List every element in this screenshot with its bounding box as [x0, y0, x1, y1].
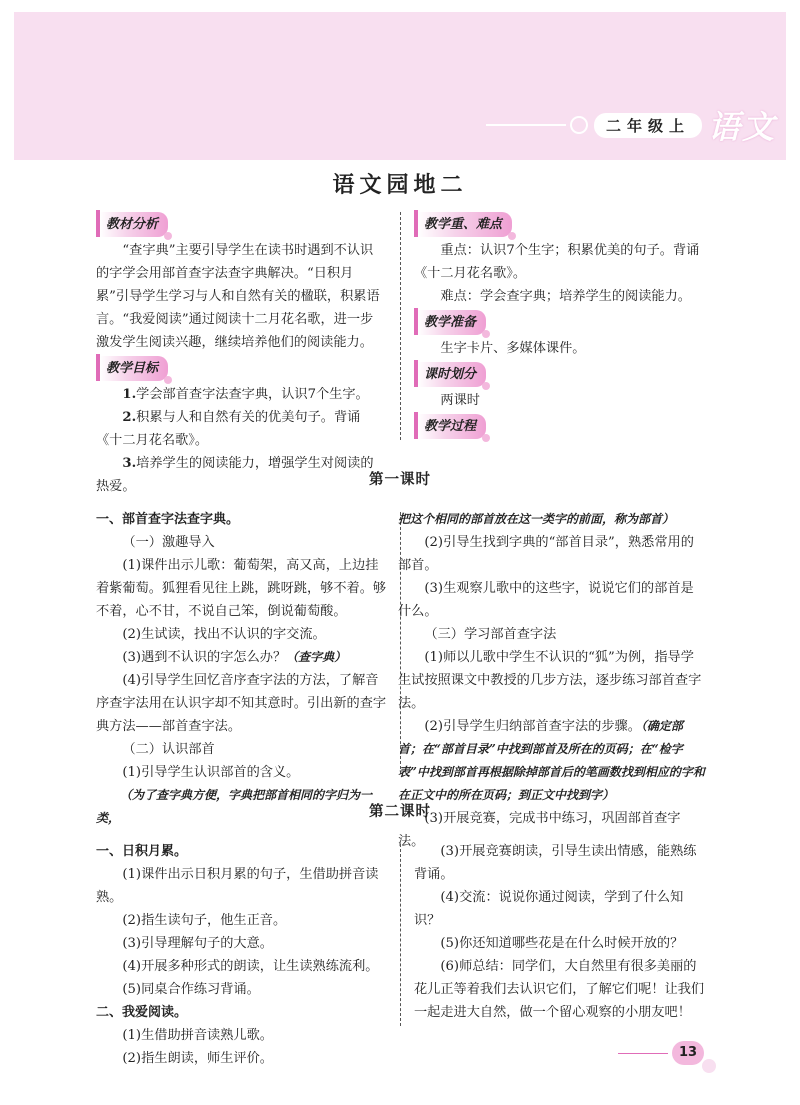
header-ring-icon [570, 116, 588, 134]
lesson2-item: (3)开展竞赛朗读，引导生读出情感，能熟练背诵。 [414, 844, 697, 882]
lesson2-item: (3)引导理解句子的大意。 [122, 936, 273, 951]
lesson1-para: (2)引导生找到字典的“部首目录”，熟悉常用的部首。 [398, 535, 694, 573]
label-key-points: 教学重、难点 [414, 212, 512, 237]
page-number-line [618, 1053, 668, 1054]
lesson1-note: （为了查字典方便，字典把部首相同的字归为一类， [96, 788, 373, 825]
goal-num: 2. [122, 410, 137, 425]
key-difficulty: 难点：学会查字典；培养学生的阅读能力。 [440, 289, 691, 304]
lesson1-para [96, 646, 390, 669]
goal-item [96, 383, 386, 406]
goal-num: 1. [122, 387, 137, 402]
lesson1-para: (2)生试读，找出不认识的字交流。 [122, 627, 326, 642]
goal-text: 培养学生的阅读能力，增强学生对阅读的热爱。 [96, 456, 374, 494]
label-process: 教学过程 [414, 414, 486, 439]
lesson1-question: (3)遇到不认识的字怎么办？ [122, 650, 287, 665]
column-divider [400, 844, 401, 1026]
grade-badge: 二年级上 [594, 113, 702, 138]
page-number: 13 [672, 1041, 704, 1065]
schedule-text: 两课时 [440, 393, 480, 408]
lesson1-steps-note: （确定部首；在“部首目录”中找到部首及所在的页码；在“检字表”中找到部首再根据除掉部首后的笔画数找到相应的字和在正文中的所在页码；到正文中找到字） [398, 719, 705, 802]
lesson2-item: (5)你还知道哪些花是在什么时候开放的？ [440, 936, 684, 951]
label-preparation: 教学准备 [414, 310, 486, 335]
analysis-paragraph: “查字典”主要引导学生在读书时遇到不认识的字学会用部首查字法查字典解决。“日积月累”引导学生学习与人和自然有关的楹联，积累语言。“我爱阅读”通过阅读十二月花名歌，进一步激发学生阅读兴趣，继续培养他们的阅读能力。 [96, 243, 380, 350]
column-divider [400, 212, 401, 440]
lesson1-subheading: （一）激趣导入 [122, 535, 215, 550]
label-analysis: 教材分析 [96, 212, 168, 237]
page-number-area [618, 1041, 704, 1065]
lesson1-left-column [96, 508, 390, 830]
goal-num: 3. [122, 456, 137, 471]
lesson1-steps-intro: (2)引导学生归纳部首查字法的步骤。 [424, 719, 641, 734]
lesson1-title: 第一课时 [369, 472, 431, 488]
overview-left-column [96, 210, 386, 498]
key-focus: 重点：认识7个生字；积累优美的句子。背诵《十二月花名歌》。 [414, 243, 700, 281]
lesson1-para: (1)引导学生认识部首的含义。 [122, 765, 300, 780]
preparation-text: 生字卡片、多媒体课件。 [440, 341, 586, 356]
lesson2-left-column [96, 840, 390, 1070]
goal-item [96, 406, 386, 452]
lesson1-para: (3)生观察儿歌中的这些字，说说它们的部首是什么。 [398, 581, 694, 619]
lesson1-para: (4)引导学生回忆音序查字法的方法，了解音序查字法用在认识字却不知其意时。引出新的查字典方法——部首查字法。 [96, 673, 387, 734]
lesson2-item: (4)交流：说说你通过阅读，学到了什么知识？ [414, 890, 684, 928]
lesson2-item: (1)课件出示日积月累的句子，生借助拼音读熟。 [96, 867, 379, 905]
lesson2-heading: 二、我爱阅读。 [96, 1005, 188, 1020]
header-decoration [486, 102, 776, 148]
corner-decoration [702, 1059, 716, 1073]
subject-logo: 语文 [707, 108, 776, 146]
overview-right-column [414, 210, 706, 441]
lesson1-heading: 一、部首查字法查字典。 [96, 512, 240, 527]
lesson2-item: (4)开展多种形式的朗读，让生读熟练流利。 [122, 959, 379, 974]
lesson1-subheading: （二）认识部首 [122, 742, 215, 757]
goal-text: 积累与人和自然有关的优美句子。背诵《十二月花名歌》。 [96, 410, 361, 448]
lesson2-item: (5)同桌合作练习背诵。 [122, 982, 260, 997]
lesson1-para: (3)开展竞赛，完成书中练习，巩固部首查字法。 [398, 811, 681, 849]
header-line [486, 124, 566, 126]
lesson2-title: 第二课时 [369, 804, 431, 820]
lesson2-heading: 一、日积月累。 [96, 844, 188, 859]
lesson2-item: (2)指生朗读，师生评价。 [122, 1051, 273, 1066]
lesson1-note-continued: 把这个相同的部首放在这一类字的前面，称为部首） [398, 512, 675, 526]
lesson2-item: (1)生借助拼音读熟儿歌。 [122, 1028, 273, 1043]
header-band [14, 12, 786, 160]
lesson1-para: (1)师以儿歌中学生不认识的“狐”为例，指导学生试按照课文中教授的几步方法，逐步练习部首查字法。 [398, 650, 702, 711]
label-goals: 教学目标 [96, 356, 168, 381]
lesson1-para: (1)课件出示儿歌：葡萄架，高又高，上边挂着紫葡萄。狐狸看见往上跳，跳呀跳，够不着。够不着，心不甘，不说自己笨，倒说葡萄酸。 [96, 558, 387, 619]
goal-text: 学会部首查字法查字典，认识7个生字。 [136, 387, 369, 402]
lesson1-para [398, 715, 706, 807]
lesson1-subheading: （三）学习部首查字法 [424, 627, 557, 642]
lesson2-right-column [414, 840, 706, 1024]
lesson1-answer-note: （查字典） [286, 650, 347, 664]
lesson2-summary: (6)师总结：同学们，大自然里有很多美丽的花儿正等着我们去认识它们，了解它们呢！让我们一起走进大自然，做一个留心观察的小朋友吧！ [414, 959, 705, 1020]
label-schedule: 课时划分 [414, 362, 486, 387]
lesson2-item: (2)指生读句子，他生正音。 [122, 913, 287, 928]
page-title: 语文园地二 [332, 173, 468, 198]
